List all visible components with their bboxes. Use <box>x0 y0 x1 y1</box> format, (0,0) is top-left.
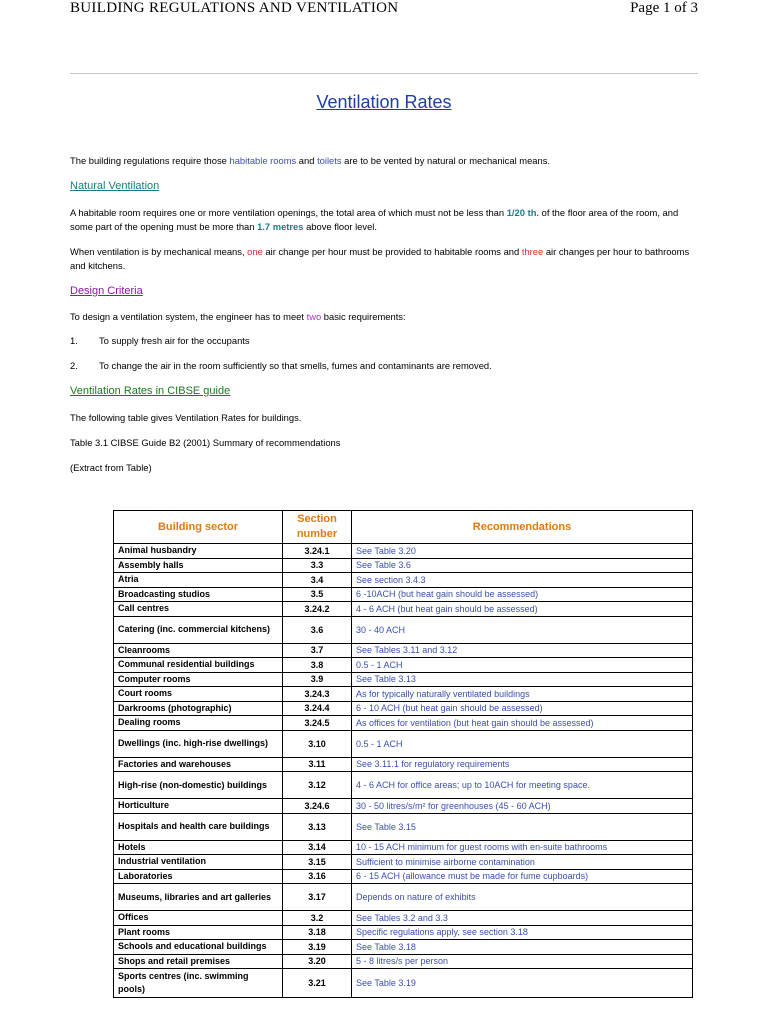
page-number: Page 1 of 3 <box>630 0 698 16</box>
row-section-number: 3.20 <box>283 954 352 969</box>
row-building-sector: Assembly halls <box>114 558 283 573</box>
row-building-sector: Dwellings (inc. high-rise dwellings) <box>114 730 283 757</box>
page-header <box>70 0 698 22</box>
row-section-number: 3.18 <box>283 925 352 940</box>
table-row <box>114 757 693 772</box>
text: To design a ventilation system, the engineer has to meet <box>70 311 307 322</box>
habitable-rooms-term: habitable rooms <box>229 155 297 166</box>
row-section-number: 3.24.3 <box>283 687 352 702</box>
table-row <box>114 911 693 926</box>
row-building-sector: Broadcasting studios <box>114 587 283 602</box>
row-building-sector: Atria <box>114 573 283 588</box>
ventilation-rates-table <box>113 510 693 998</box>
row-recommendation: 4 - 6 ACH (but heat gain should be assessed) <box>352 602 693 617</box>
row-section-number: 3.10 <box>283 730 352 757</box>
document-title: Ventilation Rates <box>316 92 452 112</box>
row-section-number: 3.24.4 <box>283 701 352 716</box>
row-section-number: 3.11 <box>283 757 352 772</box>
row-recommendation: 6 - 15 ACH (allowance must be made for fume cupboards) <box>352 869 693 884</box>
intro-text: are to be vented by natural or mechanical means. <box>341 155 551 166</box>
table-row <box>114 969 693 998</box>
row-section-number: 3.7 <box>283 643 352 658</box>
row-section-number: 3.19 <box>283 940 352 955</box>
cibse-paragraph-3: (Extract from Table) <box>70 462 152 473</box>
intro-text: and <box>296 155 318 166</box>
table-row <box>114 799 693 814</box>
row-recommendation: 6 - 10 ACH (but heat gain should be assessed) <box>352 701 693 716</box>
row-recommendation: Specific regulations apply, see section 3.18 <box>352 925 693 940</box>
row-building-sector: Computer rooms <box>114 672 283 687</box>
table-row <box>114 772 693 799</box>
row-section-number: 3.17 <box>283 884 352 911</box>
header-title: BUILDING REGULATIONS AND VENTILATION <box>70 0 399 16</box>
row-section-number: 3.14 <box>283 840 352 855</box>
fraction-value: 1/20 th. <box>506 207 540 218</box>
row-recommendation: 6 -10ACH (but heat gain should be assessed) <box>352 587 693 602</box>
list-item-number: 2. <box>70 360 78 371</box>
row-building-sector: Shops and retail premises <box>114 954 283 969</box>
row-recommendation: 5 - 8 litres/s per person <box>352 954 693 969</box>
row-building-sector: Catering (inc. commercial kitchens) <box>114 616 283 643</box>
row-section-number: 3.8 <box>283 658 352 673</box>
header-recommendations: Recommendations <box>352 511 693 544</box>
row-section-number: 3.13 <box>283 813 352 840</box>
row-building-sector: Sports centres (inc. swimming pools) <box>114 969 283 998</box>
row-section-number: 3.24.2 <box>283 602 352 617</box>
row-section-number: 3.9 <box>283 672 352 687</box>
table-row <box>114 884 693 911</box>
table-row <box>114 587 693 602</box>
list-item: To supply fresh air for the occupants <box>99 335 250 346</box>
row-building-sector: Court rooms <box>114 687 283 702</box>
row-building-sector: Communal residential buildings <box>114 658 283 673</box>
table-row <box>114 940 693 955</box>
table-row <box>114 616 693 643</box>
table-row <box>114 954 693 969</box>
intro-text: The building regulations require those <box>70 155 230 166</box>
row-recommendation: See Tables 3.11 and 3.12 <box>352 643 693 658</box>
cibse-heading: Ventilation Rates in CIBSE guide <box>70 385 231 397</box>
natural-paragraph-1 <box>70 206 690 233</box>
table-row <box>114 643 693 658</box>
row-section-number: 3.6 <box>283 616 352 643</box>
list-item-number: 1. <box>70 335 78 346</box>
row-recommendation: 4 - 6 ACH for office areas; up to 10ACH for meeting space. <box>352 772 693 799</box>
table-row <box>114 701 693 716</box>
text: above floor level. <box>303 220 377 232</box>
table-row <box>114 573 693 588</box>
row-recommendation: As for typically naturally ventilated buildings <box>352 687 693 702</box>
row-section-number: 3.24.5 <box>283 716 352 731</box>
row-recommendation: See 3.11.1 for regulatory requirements <box>352 757 693 772</box>
row-section-number: 3.4 <box>283 573 352 588</box>
natural-paragraph-2 <box>70 245 690 272</box>
table-row <box>114 544 693 559</box>
row-section-number: 3.15 <box>283 855 352 870</box>
row-recommendation: 0.5 - 1 ACH <box>352 658 693 673</box>
row-recommendation: 30 - 40 ACH <box>352 616 693 643</box>
text: of the floor area of the room, and some part of the opening must be more than <box>70 207 679 232</box>
row-section-number: 3.16 <box>283 869 352 884</box>
text: When ventilation is by mechanical means, <box>70 246 248 257</box>
row-building-sector: Horticulture <box>114 799 283 814</box>
header-rule <box>70 73 698 74</box>
row-section-number: 3.2 <box>283 911 352 926</box>
one-value: one <box>247 246 263 257</box>
table-row <box>114 658 693 673</box>
row-section-number: 3.21 <box>283 969 352 998</box>
table-row <box>114 813 693 840</box>
row-building-sector: Plant rooms <box>114 925 283 940</box>
text: A habitable room requires one or more ventilation openings, the total area of which must not be less than <box>70 207 507 218</box>
row-building-sector: Laboratories <box>114 869 283 884</box>
row-recommendation: See Table 3.20 <box>352 544 693 559</box>
text: air changes per hour to bathrooms and kitchens. <box>70 246 690 271</box>
table-row <box>114 730 693 757</box>
row-building-sector: Industrial ventilation <box>114 855 283 870</box>
row-recommendation: Sufficient to minimise airborne contamination <box>352 855 693 870</box>
row-building-sector: Museums, libraries and art galleries <box>114 884 283 911</box>
row-recommendation: Depends on nature of exhibits <box>352 884 693 911</box>
row-section-number: 3.12 <box>283 772 352 799</box>
design-paragraph <box>70 310 690 324</box>
row-building-sector: Factories and warehouses <box>114 757 283 772</box>
row-building-sector: Hospitals and health care buildings <box>114 813 283 840</box>
row-building-sector: Hotels <box>114 840 283 855</box>
header-building-sector: Building sector <box>114 511 283 544</box>
intro-paragraph <box>70 154 690 168</box>
row-section-number: 3.3 <box>283 558 352 573</box>
row-section-number: 3.24.1 <box>283 544 352 559</box>
row-recommendation: 0.5 - 1 ACH <box>352 730 693 757</box>
row-building-sector: Cleanrooms <box>114 643 283 658</box>
row-recommendation: See Table 3.19 <box>352 969 693 998</box>
row-recommendation: See Table 3.13 <box>352 672 693 687</box>
table-header-row <box>114 511 693 544</box>
table-row <box>114 716 693 731</box>
row-recommendation: See Table 3.18 <box>352 940 693 955</box>
header-section-number: Section number <box>283 511 352 544</box>
height-value: 1.7 metres <box>257 220 304 232</box>
table-row <box>114 855 693 870</box>
cibse-paragraph-1: The following table gives Ventilation Rates for buildings. <box>70 412 302 423</box>
row-building-sector: Darkrooms (photographic) <box>114 701 283 716</box>
row-recommendation: As offices for ventilation (but heat gain should be assessed) <box>352 716 693 731</box>
cibse-paragraph-2: Table 3.1 CIBSE Guide B2 (2001) Summary of recommendations <box>70 437 341 448</box>
design-criteria-heading: Design Criteria <box>70 285 143 297</box>
row-recommendation: See section 3.4.3 <box>352 573 693 588</box>
row-building-sector: Animal husbandry <box>114 544 283 559</box>
natural-ventilation-heading: Natural Ventilation <box>70 180 160 192</box>
list-item: To change the air in the room sufficiently so that smells, fumes and contaminants are removed. <box>99 360 492 371</box>
text: basic requirements: <box>321 311 406 322</box>
row-building-sector: Call centres <box>114 602 283 617</box>
table-row <box>114 925 693 940</box>
row-building-sector: Offices <box>114 911 283 926</box>
text: air change per hour must be provided to habitable rooms and <box>262 246 522 257</box>
row-recommendation: See Table 3.15 <box>352 813 693 840</box>
row-section-number: 3.5 <box>283 587 352 602</box>
table-row <box>114 672 693 687</box>
row-recommendation: 30 - 50 litres/s/m² for greenhouses (45 - 60 ACH) <box>352 799 693 814</box>
row-recommendation: See Table 3.6 <box>352 558 693 573</box>
row-recommendation: See Tables 3.2 and 3.3 <box>352 911 693 926</box>
row-building-sector: High-rise (non-domestic) buildings <box>114 772 283 799</box>
row-building-sector: Schools and educational buildings <box>114 940 283 955</box>
table-row <box>114 558 693 573</box>
row-recommendation: 10 - 15 ACH minimum for guest rooms with en-suite bathrooms <box>352 840 693 855</box>
table-row <box>114 869 693 884</box>
toilets-term: toilets <box>317 155 342 166</box>
table-row <box>114 840 693 855</box>
row-building-sector: Dealing rooms <box>114 716 283 731</box>
three-value: three <box>521 246 544 257</box>
row-section-number: 3.24.6 <box>283 799 352 814</box>
two-value: two <box>306 311 322 322</box>
table-row <box>114 602 693 617</box>
table-row <box>114 687 693 702</box>
